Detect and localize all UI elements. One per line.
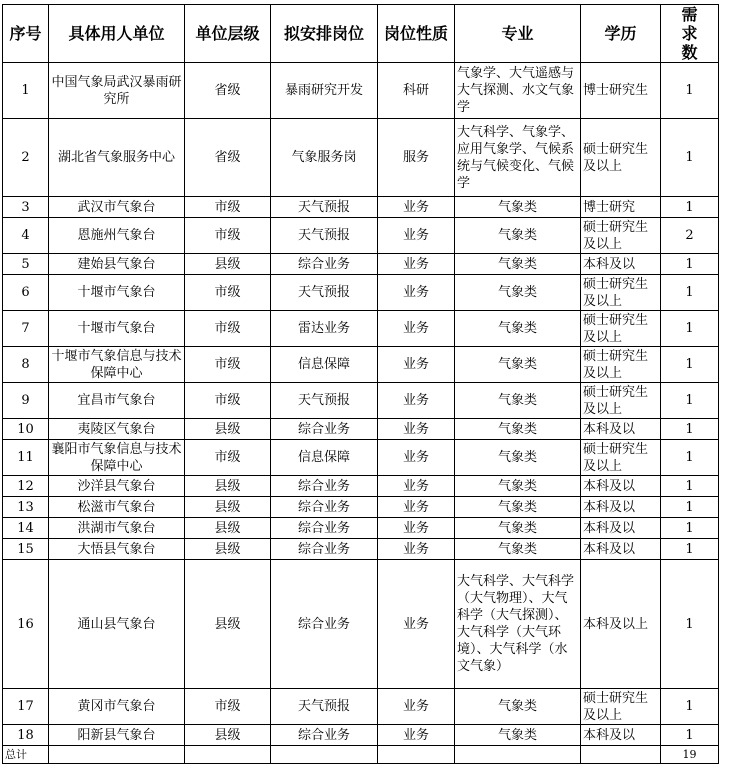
header-count: 需求数 <box>661 5 719 63</box>
header-nature: 岗位性质 <box>378 5 455 63</box>
cell-major: 气象类 <box>455 347 581 383</box>
cell-post: 综合业务 <box>271 539 378 560</box>
cell-level: 县级 <box>185 518 271 539</box>
table-row <box>3 347 719 383</box>
cell-edu: 本科及以 <box>581 497 661 518</box>
cell-count: 1 <box>661 689 719 725</box>
cell-unit: 建始县气象台 <box>49 254 185 275</box>
cell-unit: 大悟县气象台 <box>49 539 185 560</box>
cell-unit: 通山县气象台 <box>49 560 185 689</box>
table-row <box>3 419 719 440</box>
cell-unit: 十堰市气象信息与技术保障中心 <box>49 347 185 383</box>
cell-major: 大气科学、大气科学（大气物理）、大气科学（大气探测）、大气科学（大气环境）、大气科学（水文气象） <box>455 560 581 689</box>
total-row <box>3 746 719 764</box>
cell-level: 县级 <box>185 725 271 746</box>
cell-level: 市级 <box>185 347 271 383</box>
cell-count: 1 <box>661 275 719 311</box>
table-row <box>3 383 719 419</box>
cell-post: 综合业务 <box>271 518 378 539</box>
cell-level: 县级 <box>185 560 271 689</box>
cell-post: 天气预报 <box>271 383 378 419</box>
cell-edu: 博士研究 <box>581 197 661 218</box>
cell-unit: 武汉市气象台 <box>49 197 185 218</box>
cell-post: 天气预报 <box>271 689 378 725</box>
cell-edu: 硕士研究生及以上 <box>581 218 661 254</box>
cell-level: 市级 <box>185 218 271 254</box>
table-row <box>3 440 719 476</box>
cell-major: 气象类 <box>455 275 581 311</box>
header-major: 专业 <box>455 5 581 63</box>
cell-seq: 12 <box>3 476 49 497</box>
cell-major: 气象类 <box>455 518 581 539</box>
cell-nature: 业务 <box>378 419 455 440</box>
cell-edu: 本科及以 <box>581 518 661 539</box>
cell-nature: 业务 <box>378 218 455 254</box>
cell-nature: 业务 <box>378 275 455 311</box>
cell-major: 气象类 <box>455 440 581 476</box>
cell-unit: 夷陵区气象台 <box>49 419 185 440</box>
cell-post: 气象服务岗 <box>271 119 378 197</box>
cell-count: 1 <box>661 311 719 347</box>
cell-nature: 业务 <box>378 311 455 347</box>
cell-edu: 本科及以 <box>581 419 661 440</box>
cell-nature: 科研 <box>378 63 455 119</box>
cell-seq: 8 <box>3 347 49 383</box>
table-row <box>3 254 719 275</box>
cell-edu: 硕士研究生及以上 <box>581 689 661 725</box>
table-row <box>3 476 719 497</box>
header-level: 单位层级 <box>185 5 271 63</box>
header-unit: 具体用人单位 <box>49 5 185 63</box>
cell-major: 气象类 <box>455 689 581 725</box>
cell-level: 市级 <box>185 383 271 419</box>
cell-edu: 本科及以 <box>581 725 661 746</box>
cell-level: 市级 <box>185 440 271 476</box>
cell-seq: 10 <box>3 419 49 440</box>
cell-post: 暴雨研究开发 <box>271 63 378 119</box>
header-row <box>3 5 719 63</box>
table-row <box>3 275 719 311</box>
cell-level: 省级 <box>185 63 271 119</box>
total-empty-cell <box>185 746 271 764</box>
cell-nature: 业务 <box>378 539 455 560</box>
cell-edu: 本科及以 <box>581 254 661 275</box>
cell-count: 1 <box>661 419 719 440</box>
cell-post: 天气预报 <box>271 275 378 311</box>
table-row <box>3 119 719 197</box>
table-row <box>3 518 719 539</box>
cell-seq: 7 <box>3 311 49 347</box>
cell-major: 气象类 <box>455 254 581 275</box>
cell-nature: 业务 <box>378 497 455 518</box>
cell-edu: 硕士研究生及以上 <box>581 440 661 476</box>
cell-nature: 服务 <box>378 119 455 197</box>
cell-unit: 洪湖市气象台 <box>49 518 185 539</box>
cell-level: 县级 <box>185 476 271 497</box>
cell-count: 1 <box>661 440 719 476</box>
cell-level: 省级 <box>185 119 271 197</box>
cell-seq: 2 <box>3 119 49 197</box>
cell-edu: 硕士研究生及以上 <box>581 347 661 383</box>
cell-count: 1 <box>661 518 719 539</box>
header-post: 拟安排岗位 <box>271 5 378 63</box>
cell-seq: 17 <box>3 689 49 725</box>
total-empty-cell <box>581 746 661 764</box>
total-label: 总计 <box>3 746 49 764</box>
cell-edu: 本科及以 <box>581 476 661 497</box>
cell-count: 1 <box>661 476 719 497</box>
cell-count: 1 <box>661 254 719 275</box>
cell-level: 市级 <box>185 197 271 218</box>
cell-count: 1 <box>661 197 719 218</box>
cell-seq: 11 <box>3 440 49 476</box>
cell-level: 县级 <box>185 539 271 560</box>
cell-edu: 硕士研究生及以上 <box>581 275 661 311</box>
cell-post: 信息保障 <box>271 440 378 476</box>
total-empty-cell <box>378 746 455 764</box>
cell-unit: 十堰市气象台 <box>49 311 185 347</box>
cell-count: 1 <box>661 63 719 119</box>
cell-major: 气象类 <box>455 218 581 254</box>
cell-post: 综合业务 <box>271 476 378 497</box>
table-row <box>3 689 719 725</box>
total-empty-cell <box>49 746 185 764</box>
cell-level: 市级 <box>185 275 271 311</box>
cell-major: 气象类 <box>455 725 581 746</box>
table-row <box>3 197 719 218</box>
table-row <box>3 497 719 518</box>
cell-post: 天气预报 <box>271 197 378 218</box>
table-row <box>3 539 719 560</box>
cell-count: 1 <box>661 119 719 197</box>
cell-nature: 业务 <box>378 725 455 746</box>
cell-seq: 16 <box>3 560 49 689</box>
cell-count: 1 <box>661 725 719 746</box>
header-edu: 学历 <box>581 5 661 63</box>
cell-edu: 硕士研究生及以上 <box>581 383 661 419</box>
table-row <box>3 725 719 746</box>
cell-major: 气象类 <box>455 311 581 347</box>
cell-post: 天气预报 <box>271 218 378 254</box>
cell-count: 1 <box>661 347 719 383</box>
cell-unit: 黄冈市气象台 <box>49 689 185 725</box>
cell-major: 大气科学、气象学、应用气象学、气候系统与气候变化、气候学 <box>455 119 581 197</box>
cell-count: 1 <box>661 539 719 560</box>
cell-seq: 4 <box>3 218 49 254</box>
cell-unit: 襄阳市气象信息与技术保障中心 <box>49 440 185 476</box>
cell-level: 县级 <box>185 254 271 275</box>
cell-unit: 十堰市气象台 <box>49 275 185 311</box>
cell-unit: 湖北省气象服务中心 <box>49 119 185 197</box>
cell-post: 雷达业务 <box>271 311 378 347</box>
cell-count: 1 <box>661 497 719 518</box>
cell-major: 气象类 <box>455 476 581 497</box>
cell-unit: 沙洋县气象台 <box>49 476 185 497</box>
cell-nature: 业务 <box>378 383 455 419</box>
cell-edu: 博士研究生 <box>581 63 661 119</box>
cell-major: 气象学、大气遥感与大气探测、水文气象学 <box>455 63 581 119</box>
cell-unit: 恩施州气象台 <box>49 218 185 254</box>
total-empty-cell <box>455 746 581 764</box>
cell-unit: 中国气象局武汉暴雨研究所 <box>49 63 185 119</box>
cell-nature: 业务 <box>378 560 455 689</box>
cell-nature: 业务 <box>378 440 455 476</box>
cell-nature: 业务 <box>378 197 455 218</box>
cell-seq: 5 <box>3 254 49 275</box>
cell-count: 1 <box>661 383 719 419</box>
cell-seq: 14 <box>3 518 49 539</box>
cell-nature: 业务 <box>378 689 455 725</box>
cell-post: 综合业务 <box>271 419 378 440</box>
cell-unit: 松滋市气象台 <box>49 497 185 518</box>
total-count: 19 <box>661 746 719 764</box>
cell-level: 市级 <box>185 689 271 725</box>
cell-level: 县级 <box>185 497 271 518</box>
cell-unit: 宜昌市气象台 <box>49 383 185 419</box>
cell-count: 1 <box>661 560 719 689</box>
cell-seq: 15 <box>3 539 49 560</box>
cell-seq: 6 <box>3 275 49 311</box>
cell-level: 市级 <box>185 311 271 347</box>
cell-edu: 硕士研究生及以上 <box>581 119 661 197</box>
cell-major: 气象类 <box>455 497 581 518</box>
cell-nature: 业务 <box>378 254 455 275</box>
cell-post: 综合业务 <box>271 497 378 518</box>
cell-nature: 业务 <box>378 476 455 497</box>
cell-nature: 业务 <box>378 347 455 383</box>
cell-edu: 本科及以 <box>581 539 661 560</box>
cell-seq: 13 <box>3 497 49 518</box>
cell-post: 综合业务 <box>271 725 378 746</box>
cell-seq: 9 <box>3 383 49 419</box>
cell-major: 气象类 <box>455 197 581 218</box>
cell-seq: 1 <box>3 63 49 119</box>
cell-major: 气象类 <box>455 383 581 419</box>
cell-level: 县级 <box>185 419 271 440</box>
cell-edu: 本科及以上 <box>581 560 661 689</box>
table-row <box>3 63 719 119</box>
cell-post: 综合业务 <box>271 560 378 689</box>
cell-major: 气象类 <box>455 539 581 560</box>
table-row <box>3 560 719 689</box>
cell-count: 2 <box>661 218 719 254</box>
cell-seq: 3 <box>3 197 49 218</box>
cell-seq: 18 <box>3 725 49 746</box>
cell-edu: 硕士研究生及以上 <box>581 311 661 347</box>
cell-unit: 阳新县气象台 <box>49 725 185 746</box>
recruitment-table <box>2 4 719 764</box>
table-row <box>3 311 719 347</box>
header-seq: 序号 <box>3 5 49 63</box>
cell-post: 信息保障 <box>271 347 378 383</box>
total-empty-cell <box>271 746 378 764</box>
cell-nature: 业务 <box>378 518 455 539</box>
table-row <box>3 218 719 254</box>
cell-post: 综合业务 <box>271 254 378 275</box>
cell-major: 气象类 <box>455 419 581 440</box>
